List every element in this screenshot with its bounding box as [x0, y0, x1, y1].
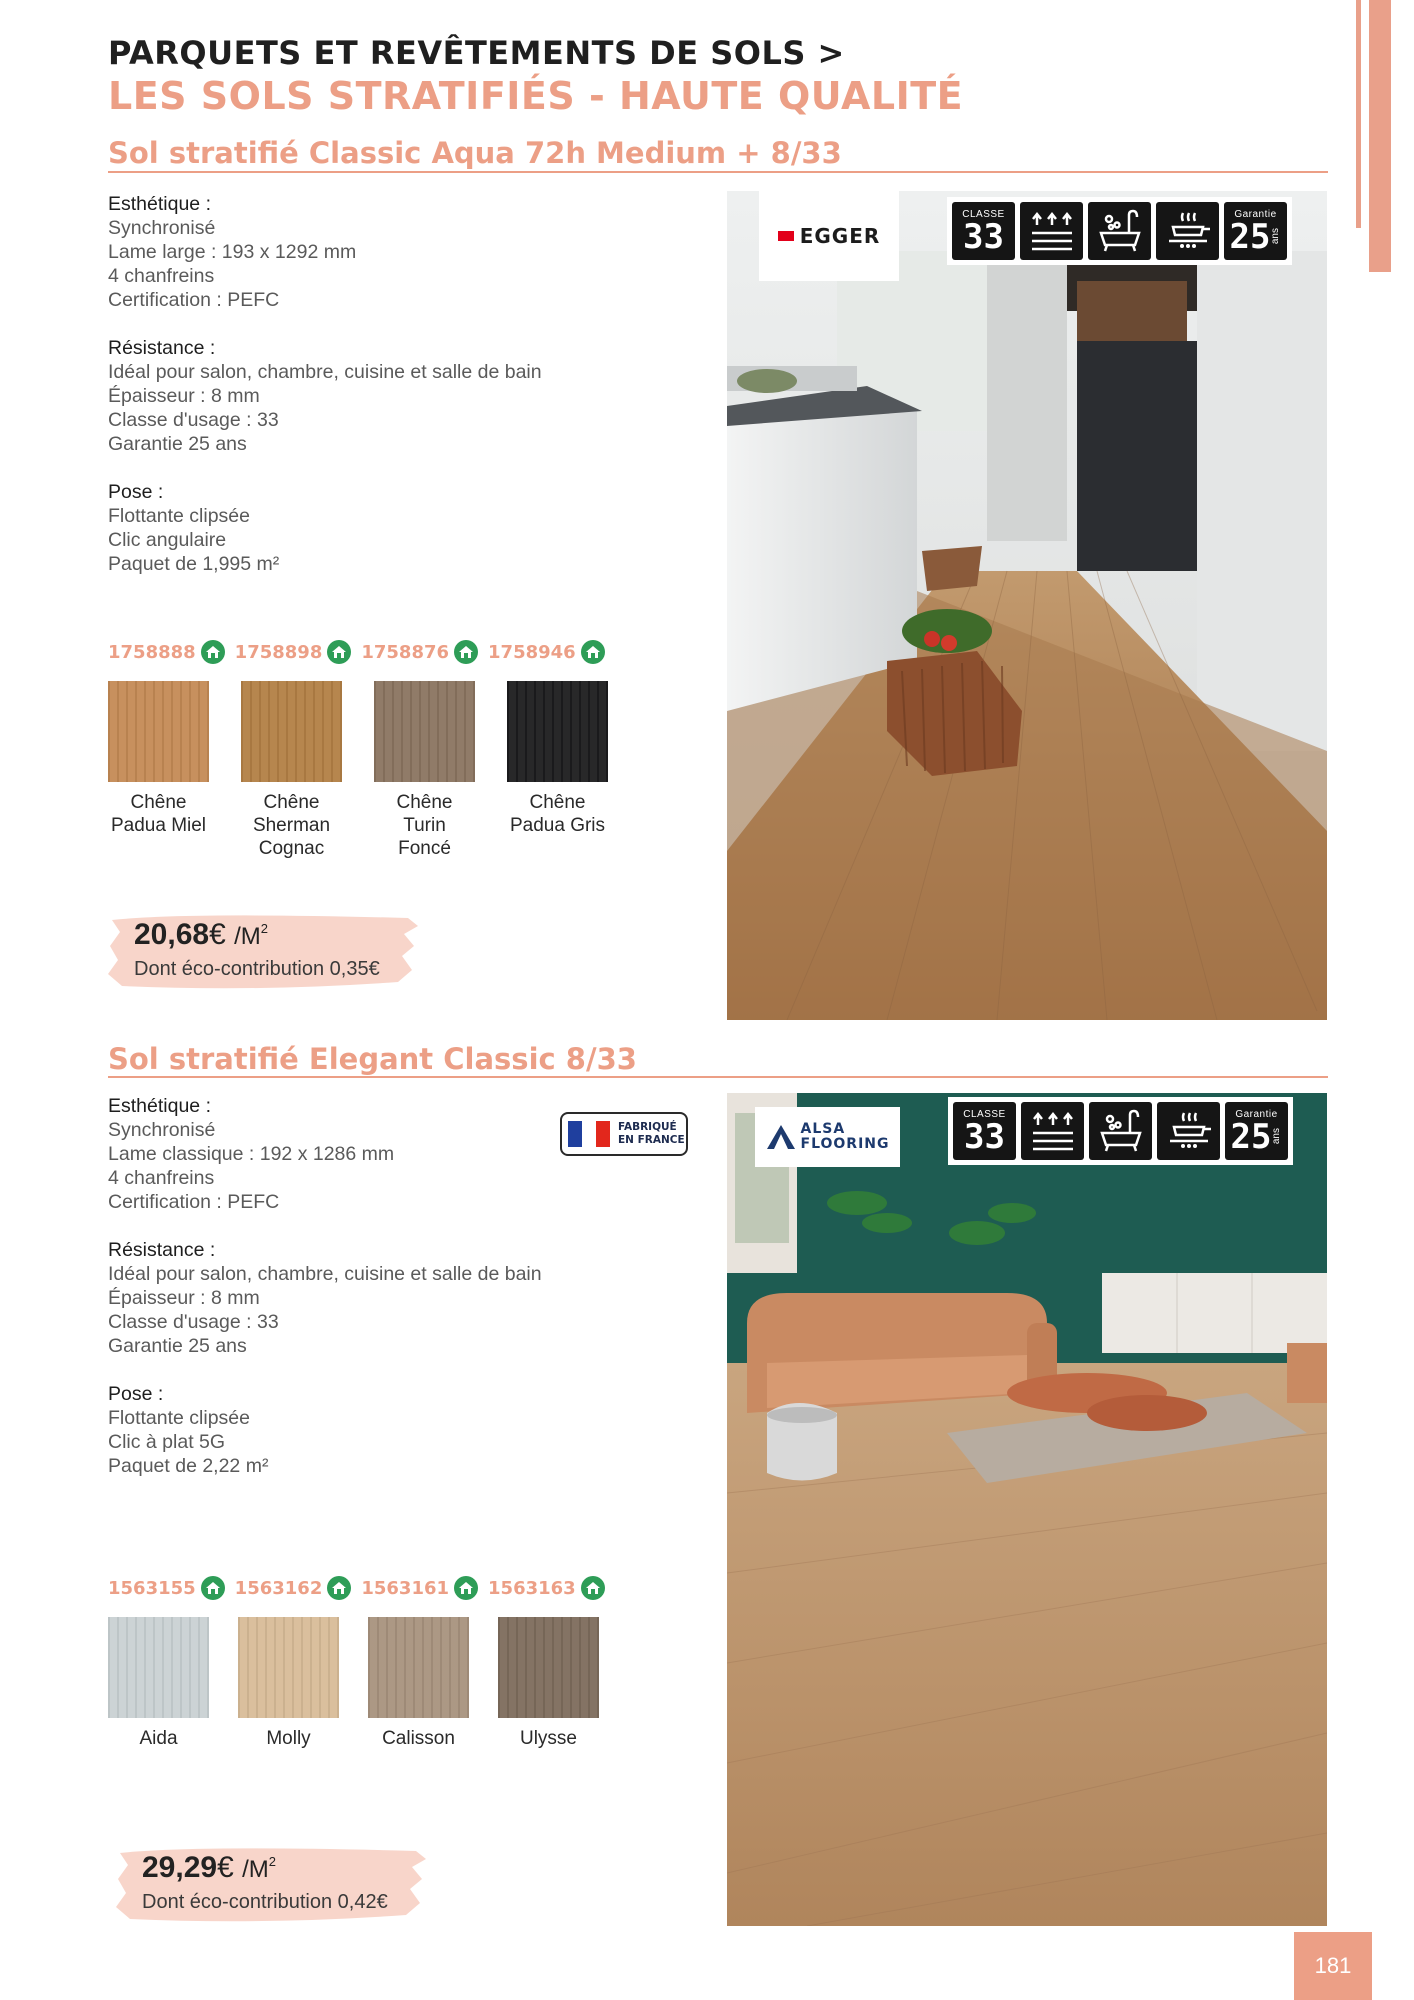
spec-line: Idéal pour salon, chambre, cuisine et salle de bain — [108, 361, 542, 383]
spec-line: Flottante clipsée — [108, 1407, 250, 1429]
reference-number: 1563163 — [488, 1577, 576, 1599]
spec-line: Synchronisé — [108, 217, 216, 239]
color-variant[interactable] — [507, 681, 608, 860]
reference-number: 1758876 — [361, 641, 450, 663]
price-currency: € — [209, 918, 226, 951]
kitchen-scene-illustration — [727, 191, 1327, 1020]
brand-name-line: ALSA — [800, 1121, 846, 1137]
made-in-line: FABRIQUÉ — [618, 1121, 677, 1133]
spec-line: Lame large : 193 x 1292 mm — [108, 241, 357, 263]
price-unit-exponent: 2 — [260, 921, 269, 936]
spec-group-pose — [108, 480, 628, 576]
reference-row — [108, 1576, 605, 1600]
badge-value: 33 — [963, 216, 1004, 257]
color-variant[interactable] — [108, 1617, 209, 1750]
price-unit-exponent: 2 — [268, 1854, 277, 1869]
bathroom-water-resistant-icon — [1088, 202, 1151, 260]
reference-row — [108, 640, 605, 664]
made-in-line: EN FRANCE — [618, 1134, 685, 1146]
color-variant[interactable] — [108, 681, 209, 860]
badge-unit: ans — [1271, 1128, 1283, 1145]
spec-group-resistance — [108, 1238, 628, 1358]
eco-label-icon — [581, 1576, 605, 1600]
variant-name: Ulysse — [519, 1728, 577, 1749]
variant-name: Molly — [266, 1728, 311, 1749]
variant-name: Chêne Padua Gris — [509, 792, 606, 836]
badge-value-row — [1230, 1116, 1283, 1157]
price-amount: 29,29 — [142, 1851, 218, 1884]
product-price — [142, 1851, 276, 1885]
spec-group-pose — [108, 1382, 628, 1478]
variant-name: Chêne Padua Miel — [110, 792, 207, 836]
product-photo-kitchen — [727, 191, 1327, 1020]
product-reference — [235, 1576, 352, 1600]
living-room-scene-illustration — [727, 1093, 1327, 1926]
kitchen-pan-icon — [1157, 1102, 1220, 1160]
spec-group-resistance — [108, 336, 628, 456]
wood-swatch — [498, 1617, 599, 1718]
reference-number: 1758898 — [234, 641, 323, 663]
spec-line: Flottante clipsée — [108, 505, 250, 527]
made-in-france-text — [618, 1121, 685, 1147]
title-divider — [108, 171, 1328, 173]
eco-label-icon — [454, 640, 478, 664]
product-price — [134, 918, 268, 952]
product-photo-living-room — [727, 1093, 1327, 1926]
eco-label-icon — [581, 640, 605, 664]
color-variant[interactable] — [374, 681, 475, 860]
page-section-title: LES SOLS STRATIFIÉS - HAUTE QUALITÉ — [108, 74, 964, 118]
egger-logo-mark — [778, 231, 794, 241]
price-block — [116, 1845, 426, 1925]
spec-line: Certification : PEFC — [108, 289, 280, 311]
price-unit: /M — [234, 923, 261, 950]
spec-heading: Pose : — [108, 1383, 164, 1405]
eco-label-icon — [327, 1576, 351, 1600]
variant-name: Chêne Sherman Cognac — [252, 792, 331, 859]
badge-value-row — [1229, 216, 1282, 257]
spec-line: Synchronisé — [108, 1119, 216, 1141]
spec-group-esthetique — [108, 192, 628, 312]
swatch-row — [108, 681, 608, 860]
underfloor-heating-icon — [1020, 202, 1083, 260]
badge-value: 25 — [1230, 1116, 1272, 1157]
price-unit: /M — [242, 1856, 269, 1883]
product-title: Sol stratifié Elegant Classic 8/33 — [108, 1042, 637, 1076]
product-specs — [108, 1094, 628, 1502]
eco-contribution: Dont éco-contribution 0,35€ — [134, 958, 380, 980]
warranty-badge — [1225, 1102, 1288, 1160]
badge-label: Garantie — [1234, 208, 1277, 220]
spec-line: Épaisseur : 8 mm — [108, 1287, 260, 1309]
eco-label-icon — [201, 640, 225, 664]
eco-label-icon — [327, 640, 351, 664]
price-amount: 20,68 — [134, 918, 210, 951]
variant-name: Calisson — [382, 1728, 455, 1749]
badge-value: 33 — [964, 1116, 1005, 1157]
spec-line: 4 chanfreins — [108, 265, 215, 287]
wood-swatch — [108, 681, 209, 782]
spec-line: Clic à plat 5G — [108, 1431, 226, 1453]
variant-name: Chêne Turin Foncé — [396, 792, 453, 859]
spec-line: 4 chanfreins — [108, 1167, 215, 1189]
wood-swatch — [238, 1617, 339, 1718]
color-variant[interactable] — [238, 1617, 339, 1750]
badge-label: Garantie — [1235, 1108, 1278, 1120]
brand-logo-box — [759, 191, 899, 281]
spec-line: Classe d'usage : 33 — [108, 409, 279, 431]
brand-logo-box — [755, 1107, 900, 1167]
eco-label-icon — [201, 1576, 225, 1600]
badge-label: CLASSE — [963, 1108, 1006, 1120]
spec-line: Paquet de 1,995 m² — [108, 553, 280, 575]
badge-unit: ans — [1270, 228, 1282, 245]
kitchen-pan-icon — [1156, 202, 1219, 260]
spec-line: Clic angulaire — [108, 529, 227, 551]
usage-class-badge — [952, 202, 1015, 260]
wood-swatch — [507, 681, 608, 782]
reference-number: 1758946 — [488, 641, 576, 663]
price-block — [108, 912, 418, 992]
reference-number: 1563155 — [108, 1577, 196, 1599]
product-reference — [108, 1576, 225, 1600]
brand-logo: EGGER — [799, 224, 881, 248]
wood-swatch — [368, 1617, 469, 1718]
page-number: 181 — [1294, 1932, 1372, 2000]
spec-line: Épaisseur : 8 mm — [108, 385, 260, 407]
eco-contribution: Dont éco-contribution 0,42€ — [142, 1891, 388, 1913]
swatch-row — [108, 1617, 599, 1750]
product-reference — [361, 1576, 478, 1600]
spec-line: Certification : PEFC — [108, 1191, 280, 1213]
spec-line: Lame classique : 192 x 1286 mm — [108, 1143, 395, 1165]
spec-group-esthetique — [108, 1094, 628, 1214]
brand-logo — [801, 1122, 890, 1152]
spec-line: Paquet de 2,22 m² — [108, 1455, 269, 1477]
variant-name: Aida — [139, 1728, 178, 1749]
reference-number: 1563161 — [361, 1577, 450, 1599]
page-breadcrumb: PARQUETS ET REVÊTEMENTS DE SOLS > — [108, 34, 845, 72]
price-currency: € — [217, 1851, 234, 1884]
warranty-badge — [1224, 202, 1287, 260]
bathroom-water-resistant-icon — [1089, 1102, 1152, 1160]
color-variant[interactable] — [498, 1617, 599, 1750]
brand-name-line: FLOORING — [800, 1136, 890, 1152]
product-specs — [108, 192, 628, 600]
spec-line: Idéal pour salon, chambre, cuisine et salle de bain — [108, 1263, 542, 1285]
badge-label: CLASSE — [962, 208, 1005, 220]
decorative-accent-bar — [1369, 0, 1391, 272]
spec-heading: Résistance : — [108, 1239, 216, 1261]
decorative-accent-bar — [1356, 0, 1361, 228]
wood-swatch — [374, 681, 475, 782]
feature-badges — [947, 197, 1292, 265]
underfloor-heating-icon — [1021, 1102, 1084, 1160]
product-reference — [108, 640, 225, 664]
badge-value: 25 — [1229, 216, 1271, 257]
title-divider — [108, 1076, 1328, 1078]
reference-number: 1563162 — [234, 1577, 323, 1599]
usage-class-badge — [953, 1102, 1016, 1160]
reference-number: 1758888 — [108, 641, 196, 663]
product-title: Sol stratifié Classic Aqua 72h Medium + 8/33 — [108, 136, 842, 170]
wood-swatch — [241, 681, 342, 782]
alsa-logo-mark — [766, 1124, 796, 1150]
product-reference — [488, 640, 605, 664]
spec-line: Garantie 25 ans — [108, 433, 247, 455]
wood-swatch — [108, 1617, 209, 1718]
spec-heading: Esthétique : — [108, 1095, 211, 1117]
spec-heading: Pose : — [108, 481, 164, 503]
spec-line: Classe d'usage : 33 — [108, 1311, 279, 1333]
color-variant[interactable] — [368, 1617, 469, 1750]
spec-line: Garantie 25 ans — [108, 1335, 247, 1357]
spec-heading: Résistance : — [108, 337, 216, 359]
product-reference — [488, 1576, 605, 1600]
color-variant[interactable] — [241, 681, 342, 860]
feature-badges — [948, 1097, 1293, 1165]
product-reference — [235, 640, 352, 664]
spec-heading: Esthétique : — [108, 193, 211, 215]
product-reference — [361, 640, 478, 664]
eco-label-icon — [454, 1576, 478, 1600]
